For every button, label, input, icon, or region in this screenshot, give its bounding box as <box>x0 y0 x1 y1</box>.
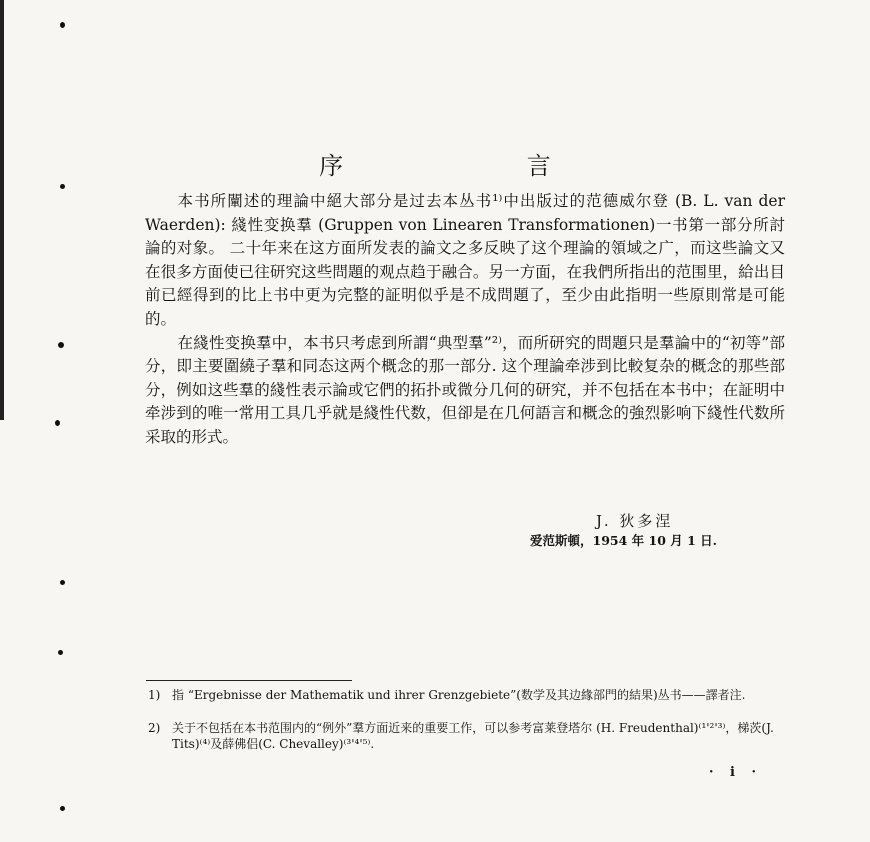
footnote-1 <box>148 688 792 704</box>
speck <box>58 342 64 348</box>
footnote-2 <box>148 721 792 752</box>
preface-body <box>145 190 785 450</box>
speck <box>60 580 65 585</box>
footnote-divider <box>146 680 352 681</box>
signature-date: 爱范斯頓，1954 年 10 月 1 日. <box>530 533 717 548</box>
speck <box>55 420 60 426</box>
footnote-number: 1) <box>148 688 161 702</box>
speck <box>58 650 63 655</box>
page-title: 序 言 <box>319 152 639 180</box>
footnote-number: 2) <box>148 721 161 735</box>
speck <box>60 184 65 189</box>
footnote-text: 关于不包括在本书范围内的“例外”羣方面近来的重要工作，可以参考富莱登塔尔 (H. Freudenthal)⁽¹'²'³⁾，梯茨(J. Tits)⁽⁴⁾及薛佛侣(C. Chevalley)⁽³'⁴'⁵⁾. <box>172 721 774 751</box>
paragraph-1: 本书所闡述的理論中絕大部分是过去本丛书¹⁾中出版过的范德威尔登 (B. L. van der Waerden): 綫性变换羣 (Gruppen von Linearen Transformationen)一书第一部分所討論的对象。 二十年来在这方面所发表的論文之多反映了这个理論的領域之广，而这些論文又在很多方面使已往研究这些問題的观点趋于融合。另一方面，在我們所指出的范围里，給出目前已經得到的比上书中更为完整的証明似乎是不成問題了，至少由此指明一些原則常是可能的。 <box>145 192 785 328</box>
author-signature: J. 狄多涅 <box>596 512 674 530</box>
scan-edge <box>0 0 4 420</box>
speck <box>60 22 65 28</box>
footnote-text: 指 “Ergebnisse der Mathematik und ihrer Grenzgebiete”(数学及其边緣部門的結果)丛书——譯者注. <box>172 688 746 702</box>
paragraph-2: 在綫性变换羣中，本书只考虑到所謂“典型羣”²⁾，而所研究的問題只是羣論中的“初等”部分，即主要圍繞子羣和同态这两个概念的那一部分. 这个理論牵涉到比較复杂的概念的那些部分，例如这些羣的綫性表示論或它們的拓扑或微分几何的研究，并不包括在本书中；在証明中牵涉到的唯一常用工具几乎就是綫性代数，但卻是在几何語言和概念的強烈影响下綫性代数所采取的形式。 <box>145 333 785 446</box>
speck <box>60 806 65 811</box>
page-number: · i · <box>709 765 763 780</box>
